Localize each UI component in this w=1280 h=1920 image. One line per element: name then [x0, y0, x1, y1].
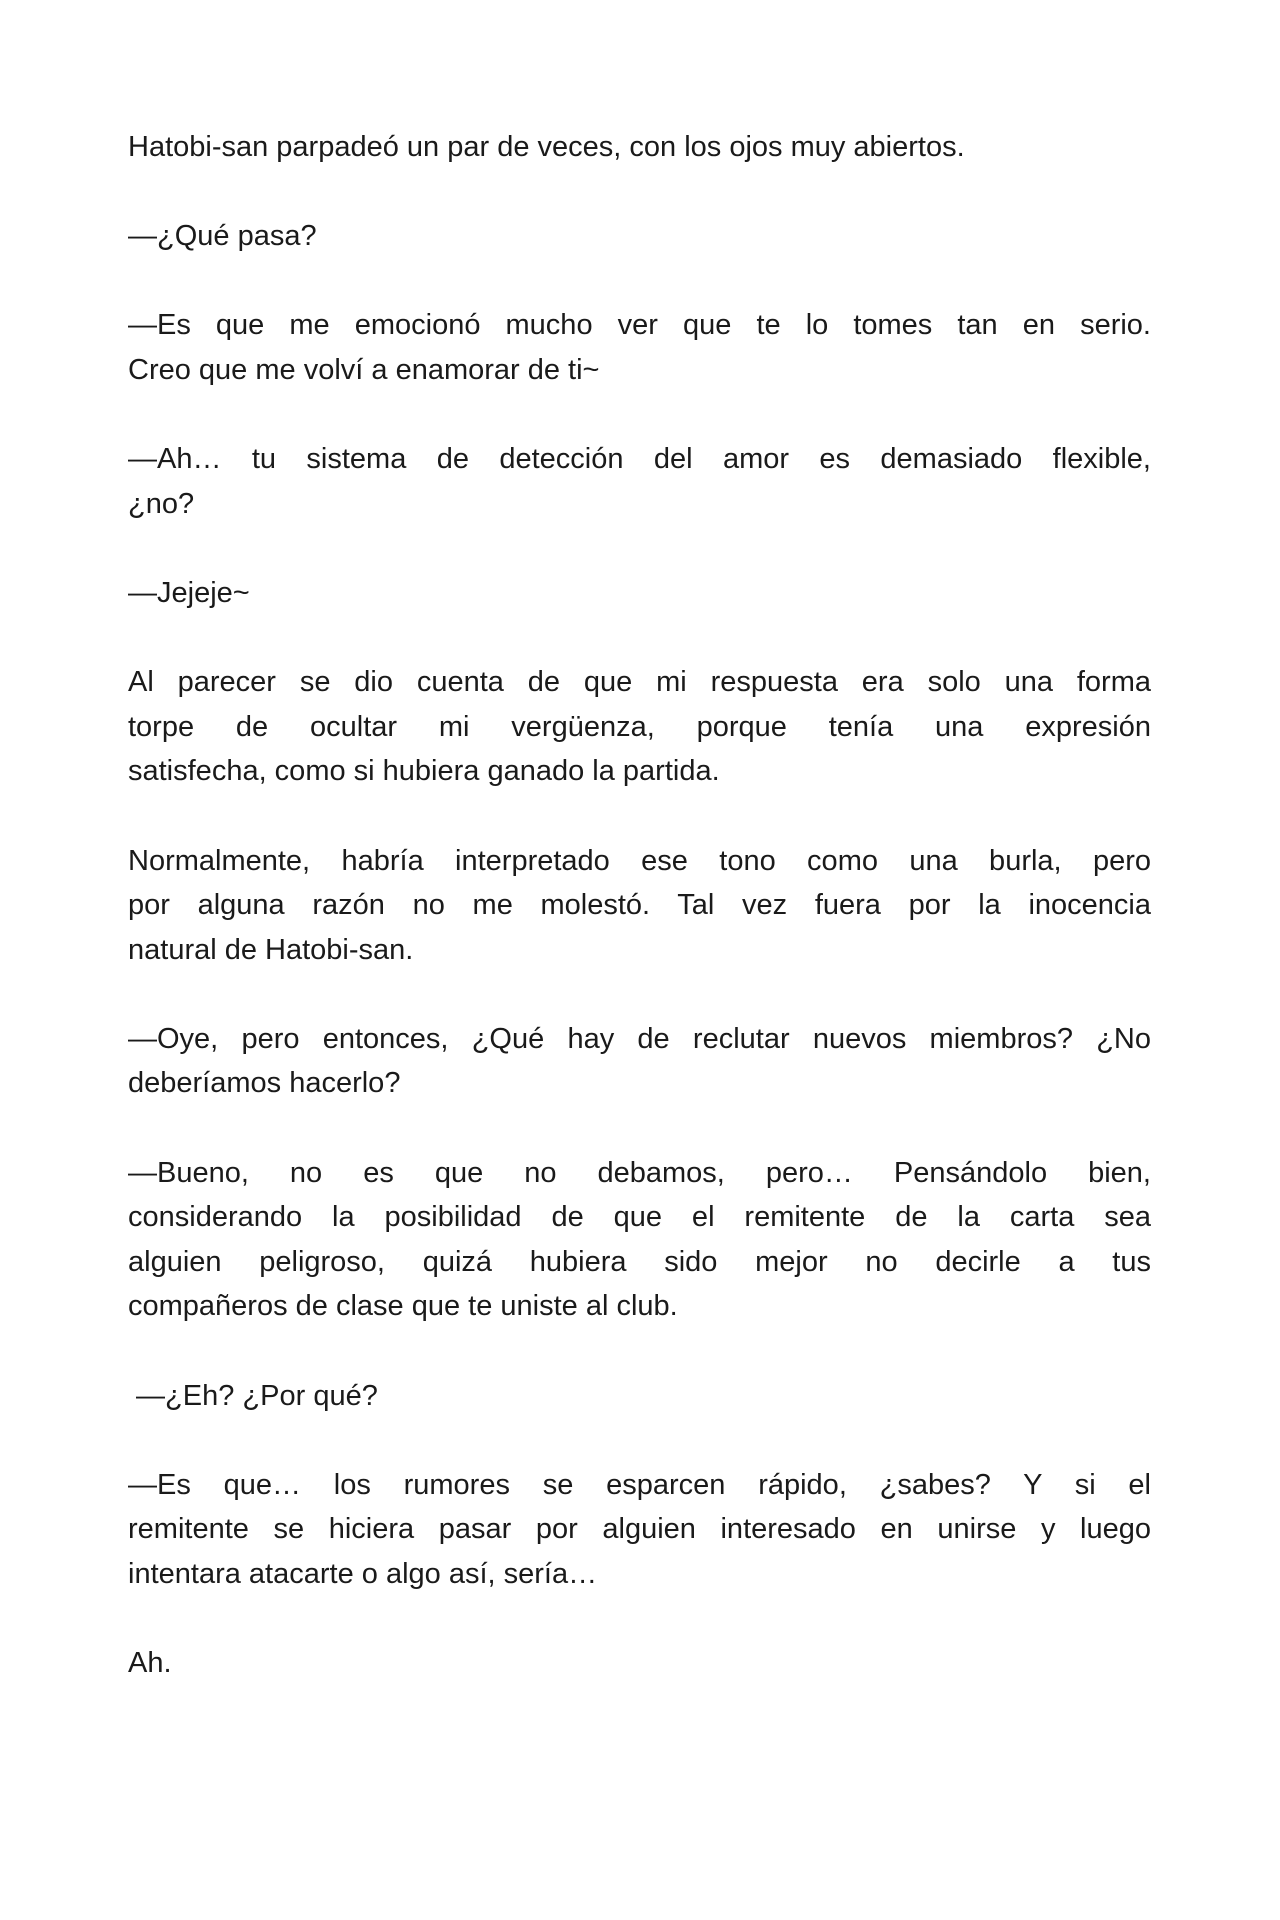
- text-line: Creo que me volví a enamorar de ti~: [128, 353, 600, 386]
- text-line: Normalmente, habría interpretado ese tono como una burla, pero: [128, 844, 1151, 877]
- paragraph: [128, 303, 1151, 392]
- paragraph: [128, 1374, 1151, 1419]
- text-line: —Jejeje~: [128, 576, 250, 609]
- text-line: alguien peligroso, quizá hubiera sido mejor no decirle a tus: [128, 1245, 1151, 1278]
- text-line: —Bueno, no es que no debamos, pero… Pensándolo bien,: [128, 1156, 1151, 1189]
- paragraph: [128, 1017, 1151, 1106]
- text-line: torpe de ocultar mi vergüenza, porque tenía una expresión: [128, 710, 1151, 743]
- text-line: —Oye, pero entonces, ¿Qué hay de reclutar nuevos miembros? ¿No: [128, 1022, 1151, 1055]
- text-line: —Ah… tu sistema de detección del amor es demasiado flexible,: [128, 443, 1151, 476]
- paragraph: [128, 1463, 1151, 1597]
- text-line: ¿no?: [128, 487, 195, 520]
- paragraph: [128, 214, 1151, 259]
- text-line: Al parecer se dio cuenta de que mi respuesta era solo una forma: [128, 666, 1151, 699]
- paragraph: [128, 1641, 1151, 1686]
- text-line: deberíamos hacerlo?: [128, 1067, 401, 1100]
- text-line: intentara atacarte o algo así, sería…: [128, 1558, 598, 1590]
- paragraph: [128, 660, 1151, 794]
- text-line: remitente se hiciera pasar por alguien interesado en unirse y luego: [128, 1513, 1151, 1546]
- text-line: —¿Eh? ¿Por qué?: [128, 1379, 378, 1412]
- text-line: —Es que… los rumores se esparcen rápido, ¿sabes? Y si el: [128, 1468, 1151, 1501]
- paragraph: [128, 437, 1151, 526]
- paragraph: [128, 571, 1151, 616]
- text-line: —¿Qué pasa?: [128, 220, 317, 253]
- text-line: Hatobi-san parpadeó un par de veces, con los ojos muy abiertos.: [128, 131, 965, 163]
- paragraph: [128, 839, 1151, 973]
- text-line: satisfecha, como si hubiera ganado la partida.: [128, 755, 720, 788]
- text-line: considerando la posibilidad de que el remitente de la carta sea: [128, 1201, 1151, 1234]
- text-line: compañeros de clase que te uniste al club.: [128, 1290, 678, 1323]
- text-line: natural de Hatobi-san.: [128, 933, 414, 966]
- text-line: por alguna razón no me molestó. Tal vez fuera por la inocencia: [128, 889, 1151, 922]
- paragraph: [128, 1151, 1151, 1329]
- text-line: Ah.: [128, 1647, 172, 1680]
- text-line: —Es que me emocionó mucho ver que te lo tomes tan en serio.: [128, 309, 1151, 342]
- paragraph: [128, 125, 1151, 170]
- document-page: [128, 125, 1151, 1730]
